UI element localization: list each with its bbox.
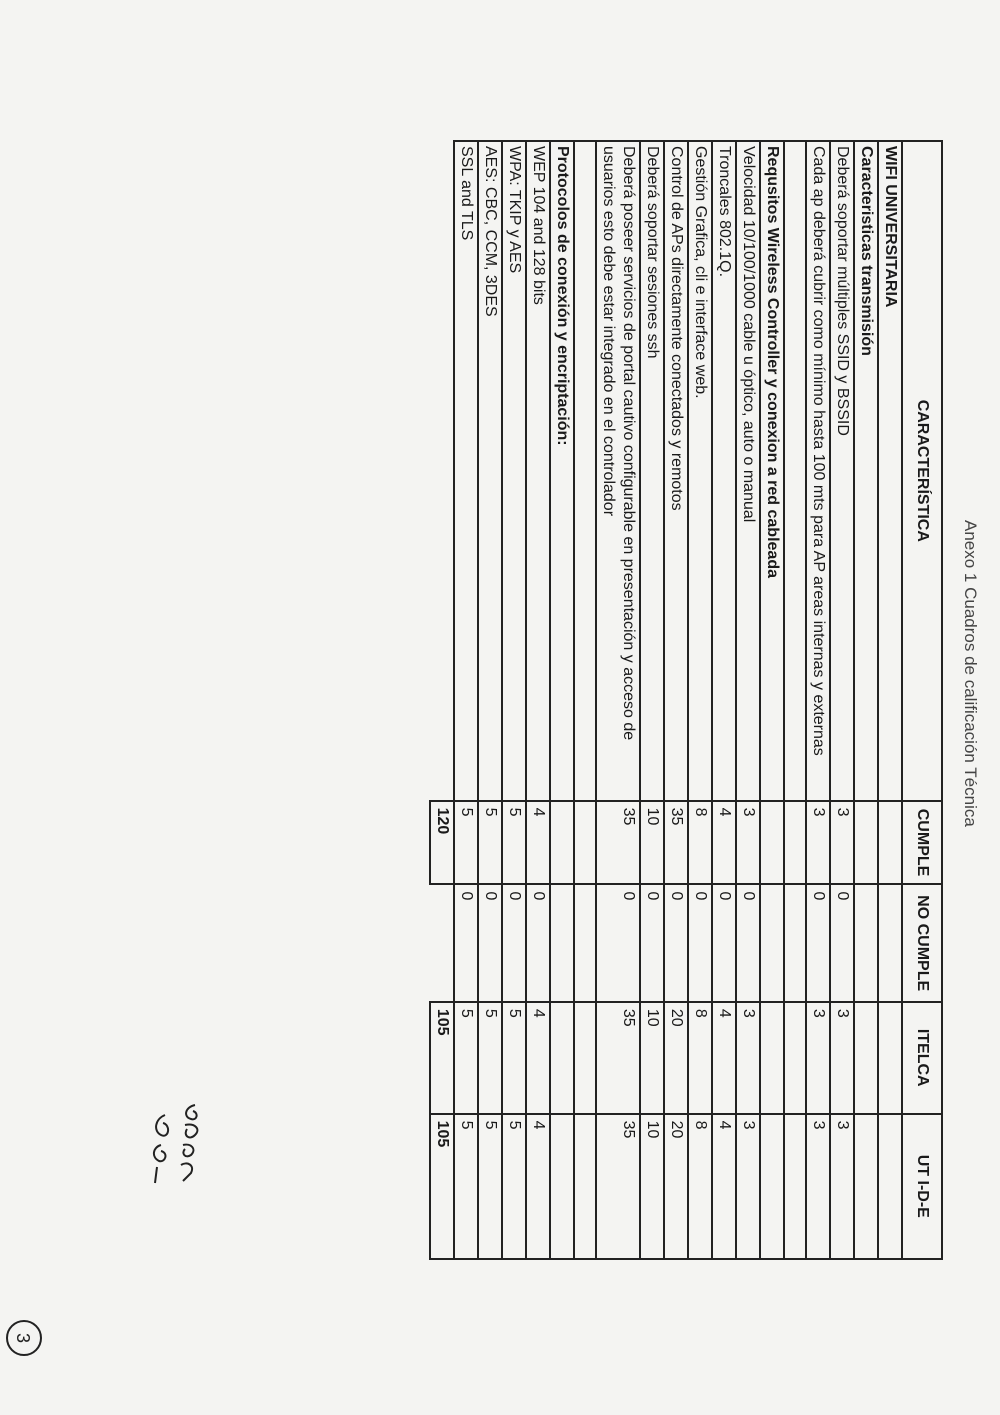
cell-no-cumple: 0 [712,884,736,1001]
cell-no-cumple: 0 [526,884,550,1001]
table-body [430,141,902,1259]
cell-itelca: 4 [526,1002,550,1114]
table-row [502,141,526,1259]
empty-cell [760,1002,784,1114]
page-number-circle [4,1318,44,1358]
total-utide: 105 [430,1114,454,1259]
page-number: 3 [13,1332,33,1344]
table-row [806,141,830,1259]
cell-itelca: 3 [830,1002,854,1114]
header-caracteristica: CARACTERÍSTICA [902,141,942,801]
blank-row [574,141,596,1259]
blank-cell [574,1002,596,1114]
cell-utide: 3 [830,1114,854,1259]
cell-no-cumple: 0 [640,884,664,1001]
cell-no-cumple: 0 [596,884,640,1001]
cell-no-cumple: 0 [688,884,712,1001]
cell-utide: 5 [502,1114,526,1259]
table-row [830,141,854,1259]
blank-cell [574,1114,596,1259]
cell-no-cumple: 0 [454,884,478,1001]
cell-cumple: 35 [596,801,640,885]
blank-cell [574,801,596,885]
cell-cumple: 4 [526,801,550,885]
header-utide: UT I-D-E [902,1114,942,1259]
cell-utide: 8 [688,1114,712,1259]
cell-itelca: 35 [596,1002,640,1114]
cell-itelca: 3 [806,1002,830,1114]
blank-cell [574,884,596,1001]
blank-cell [574,141,596,801]
section-row [760,141,784,1259]
section-title: Protocolos de conexión y encriptación: [550,141,574,801]
cell-cumple: 5 [478,801,502,885]
cell-no-cumple: 0 [736,884,760,1001]
table-row [596,141,640,1259]
empty-cell [854,801,878,885]
empty-cell [760,884,784,1001]
cell-utide: 20 [664,1114,688,1259]
cell-label: Deberá soportar sesiones ssh [640,141,664,801]
cell-label: Deberá soportar múltiples SSID y BSSID [830,141,854,801]
empty-cell [550,1002,574,1114]
blank-row [784,141,806,1259]
total-empty [430,884,454,1001]
total-cumple: 120 [430,801,454,885]
cell-label: Velocidad 10/100/1000 cable u óptico, auto o manual [736,141,760,801]
empty-cell [878,801,902,885]
cell-cumple: 3 [830,801,854,885]
cell-no-cumple: 0 [830,884,854,1001]
page-header: Anexo 1 Cuadros de calificación Técnica [961,520,980,827]
blank-cell [784,1002,806,1114]
cell-itelca: 5 [454,1002,478,1114]
empty-cell [854,884,878,1001]
handwritten-signature [125,1095,215,1195]
total-itelca: 105 [430,1002,454,1114]
rotated-table-container [363,140,943,1260]
cell-label: Control de APs directamente conectados y remotos [664,141,688,801]
cell-itelca: 10 [640,1002,664,1114]
cell-no-cumple: 0 [502,884,526,1001]
section-title: Caracteristicas transmisión [854,141,878,801]
cell-utide: 3 [806,1114,830,1259]
cell-cumple: 5 [454,801,478,885]
table-row [664,141,688,1259]
blank-cell [784,141,806,801]
cell-utide: 5 [454,1114,478,1259]
header-no-cumple: NO CUMPLE [902,884,942,1001]
cell-itelca: 5 [502,1002,526,1114]
cell-label: Gestión Grafica, cli e interface web. [688,141,712,801]
cell-label: WEP 104 and 128 bits [526,141,550,801]
cell-label: WPA: TKIP y AES [502,141,526,801]
cell-label: Troncales 802.1Q. [712,141,736,801]
empty-cell [550,1114,574,1259]
table-row [688,141,712,1259]
empty-cell [550,884,574,1001]
cell-itelca: 5 [478,1002,502,1114]
cell-no-cumple: 0 [806,884,830,1001]
cell-utide: 4 [712,1114,736,1259]
cell-utide: 4 [526,1114,550,1259]
cell-label: Cada ap deberá cubrir como mínimo hasta 100 mts para AP areas internas y externas [806,141,830,801]
cell-cumple: 10 [640,801,664,885]
total-empty [430,141,454,801]
table-row [454,141,478,1259]
empty-cell [878,1002,902,1114]
cell-no-cumple: 0 [478,884,502,1001]
cell-label: Deberá poseer servicios de portal cautivo configurable en presentación y acceso de usuarios esto debe estar integrado en el controlador [596,141,640,801]
cell-cumple: 4 [712,801,736,885]
section-row [854,141,878,1259]
empty-cell [760,1114,784,1259]
table-row [526,141,550,1259]
empty-cell [550,801,574,885]
header-itelca: ITELCA [902,1002,942,1114]
cell-itelca: 20 [664,1002,688,1114]
table-row [712,141,736,1259]
cell-itelca: 3 [736,1002,760,1114]
cell-utide: 10 [640,1114,664,1259]
cell-cumple: 3 [736,801,760,885]
table-row [640,141,664,1259]
cell-label: AES: CBC, CCM, 3DES [478,141,502,801]
cell-no-cumple: 0 [664,884,688,1001]
cell-cumple: 3 [806,801,830,885]
empty-cell [854,1114,878,1259]
blank-cell [784,884,806,1001]
section-row [550,141,574,1259]
cell-utide: 3 [736,1114,760,1259]
cell-cumple: 35 [664,801,688,885]
totals-row [430,141,454,1259]
empty-cell [878,884,902,1001]
header-cumple: CUMPLE [902,801,942,885]
empty-cell [854,1002,878,1114]
table-row [736,141,760,1259]
cell-itelca: 8 [688,1002,712,1114]
empty-cell [760,801,784,885]
blank-cell [784,1114,806,1259]
cell-utide: 35 [596,1114,640,1259]
section-title: WIFI UNIVERSITARIA [878,141,902,801]
cell-itelca: 4 [712,1002,736,1114]
table-header-row [902,141,942,1259]
table-row [478,141,502,1259]
empty-cell [878,1114,902,1259]
evaluation-table [429,140,943,1260]
cell-label: SSL and TLS [454,141,478,801]
cell-cumple: 5 [502,801,526,885]
blank-cell [784,801,806,885]
cell-cumple: 8 [688,801,712,885]
cell-utide: 5 [478,1114,502,1259]
section-row [878,141,902,1259]
section-title: Requsitos Wireless Controller y conexion a red cableada [760,141,784,801]
